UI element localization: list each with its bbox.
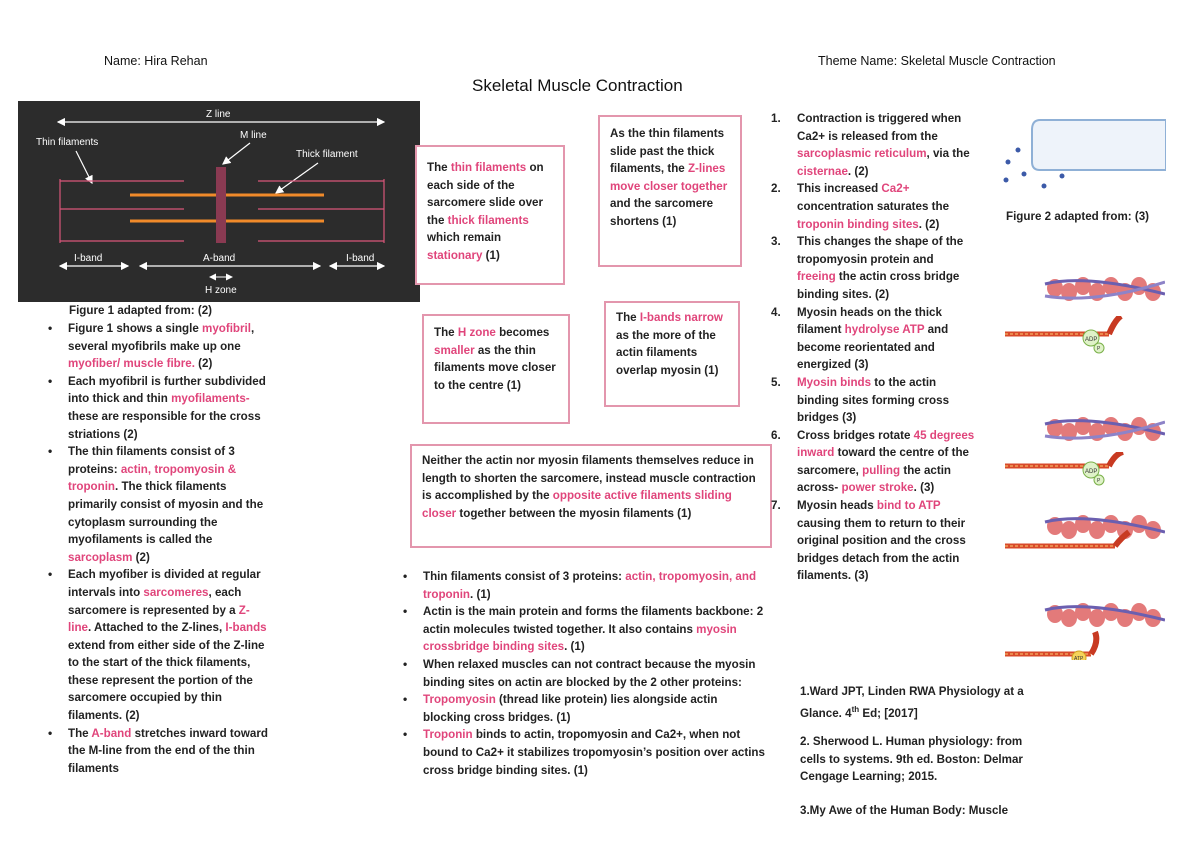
myosin-adp-image-1	[1005, 316, 1165, 362]
highlight-term: sarcoplasm	[68, 550, 133, 564]
text-segment: Each myofibril is further subdivided into thick and thin	[68, 374, 266, 406]
list-item	[36, 320, 268, 373]
steps-column	[771, 110, 975, 585]
thin-filaments-label: Thin filaments	[36, 137, 99, 148]
figure1-caption: Figure 1 adapted from: (2)	[69, 304, 213, 317]
highlight-term: Z-line	[68, 603, 250, 635]
page-title: Skeletal Muscle Contraction	[472, 76, 683, 95]
h-zone-label: H zone	[205, 285, 237, 296]
highlight-term: actin, tropomyosin, and troponin	[423, 570, 757, 601]
text-segment: Thin filaments consist of 3 proteins:	[423, 570, 626, 583]
step-number: 2.	[771, 182, 781, 196]
text-segment: (thread like protein) lies alongside actin blocking cross bridges. (1)	[423, 693, 718, 724]
list-item	[36, 443, 268, 566]
highlight-term: H zone	[457, 326, 496, 339]
text-segment: to the actin binding sites forming cross bridges (3)	[797, 375, 950, 425]
i-band-left-label: I-band	[74, 253, 103, 264]
step-item	[771, 304, 975, 374]
thin-filaments-box	[415, 145, 565, 285]
neither-filaments-box	[410, 444, 772, 548]
text-segment: and the sarcomere shortens (1)	[610, 197, 714, 228]
highlight-term: power stroke	[841, 481, 914, 495]
thin-filaments-text	[427, 159, 555, 265]
text-segment: , via the	[926, 147, 970, 161]
sarcomere-figure	[18, 101, 420, 302]
text-segment: The	[68, 726, 92, 740]
svg-text:ADP: ADP	[1085, 469, 1098, 475]
text-segment: The	[427, 161, 451, 174]
contraction-steps-list	[771, 110, 975, 585]
text-segment: This changes the shape of the tropomyosin protein and	[797, 235, 964, 266]
highlight-term: myofibril	[202, 322, 251, 335]
h-zone-text	[434, 324, 562, 394]
highlight-term: actin, tropomyosin & troponin	[68, 462, 237, 494]
z-lines-box	[598, 115, 742, 267]
highlight-term: myofiber/ muscle fibre.	[68, 357, 195, 371]
highlight-term: Tropomyosin	[423, 693, 496, 707]
text-segment: concentration saturates the	[797, 199, 950, 213]
highlight-term: Troponin	[423, 728, 473, 742]
text-segment: as the thin filaments move closer to the centre (1)	[434, 343, 556, 392]
text-segment: , each sarcomere is represented by a	[68, 585, 242, 617]
step-number: 6.	[771, 428, 781, 442]
text-segment: Myosin heads on the thick filament	[797, 305, 942, 337]
text-segment: This increased	[797, 182, 882, 196]
text-segment: . Attached to the Z-lines,	[87, 621, 226, 635]
text-segment: Cross bridges rotate	[797, 428, 914, 442]
text-segment: Figure 1 shows a single	[68, 322, 203, 335]
list-item	[391, 691, 767, 726]
svg-text:ADP: ADP	[1085, 337, 1098, 343]
text-segment: as the more of the actin filaments overlap myosin (1)	[616, 328, 719, 377]
highlight-term: sarcomeres	[143, 585, 209, 599]
myosin-adp-image-2	[1005, 452, 1165, 494]
step-item	[771, 374, 975, 427]
reference-3: 3.My Awe of the Human Body: Muscle	[800, 804, 1009, 817]
text-segment: causing them to return to their original position and the cross bridges detach from the actin filaments. (3)	[797, 516, 966, 583]
text-segment: . (3)	[913, 481, 935, 495]
step-number: 3.	[771, 235, 781, 249]
text-segment: , several myofibrils make up one	[68, 322, 255, 353]
highlight-term: troponin binding sites	[797, 217, 919, 231]
highlight-term: hydrolyse ATP	[844, 323, 925, 337]
actin-myosin-powerstroke-image	[1005, 504, 1165, 556]
sarcoplasmic-reticulum-figure	[996, 114, 1166, 194]
svg-text:P: P	[1097, 346, 1101, 352]
text-segment: together between the myosin filaments (1)	[456, 506, 692, 520]
text-segment: . The thick filaments primarily consist of myosin and the cytoplasm surrounding the myofilaments is called the	[68, 480, 264, 547]
z-lines-text	[610, 125, 734, 231]
step-item	[771, 180, 975, 233]
text-segment: which remain	[427, 231, 502, 245]
step-item	[771, 233, 975, 303]
list-item	[391, 603, 767, 656]
highlight-term: freeing	[797, 270, 836, 284]
highlight-term: A-band	[91, 726, 132, 740]
list-item	[36, 725, 268, 778]
text-segment: Contraction is triggered when Ca2+ is released from the	[797, 112, 962, 143]
neither-filaments-text	[422, 452, 762, 522]
highlight-term: stationary	[427, 248, 483, 262]
myosin-atp-image	[1005, 596, 1165, 660]
text-segment: Actin is the main protein and forms the filaments backbone: 2 actin molecules twisted together. It also contains	[423, 605, 764, 636]
highlight-term: Z-lines move closer together	[610, 162, 728, 193]
highlight-term: smaller	[434, 343, 475, 357]
text-segment: . (2)	[918, 217, 940, 231]
z-line-label: Z line	[206, 109, 231, 120]
reference-1: 1.Ward JPT, Linden RWA Physiology at a Glance. 4th Ed; [2017]	[800, 685, 1024, 720]
text-segment: . (1)	[564, 640, 585, 654]
left-bullet-list	[36, 320, 268, 777]
text-segment: Neither the actin nor myosin filaments themselves reduce in length to shorten the sarcomere, instead muscle contraction is accomplished by the	[422, 454, 756, 503]
highlight-term: myosin crossbridge binding sites	[423, 622, 737, 654]
m-line-label: M line	[240, 130, 267, 141]
i-bands-box	[604, 301, 740, 407]
list-item	[391, 726, 767, 779]
text-segment: . (1)	[470, 587, 491, 601]
step-number: 5.	[771, 375, 781, 389]
sr-diagram	[996, 114, 1166, 194]
step-number: 7.	[771, 499, 781, 513]
highlight-term: thick filaments	[447, 213, 529, 227]
text-segment: The thin filaments consist of 3 proteins:	[68, 445, 235, 476]
highlight-term: sarcoplasmic reticulum	[797, 147, 927, 161]
list-item	[391, 656, 767, 691]
highlight-term: cisternae	[797, 164, 848, 178]
text-segment: becomes	[495, 326, 550, 339]
list-item	[391, 568, 767, 603]
highlight-term: I-bands narrow	[639, 311, 723, 324]
text-segment: (1)	[482, 248, 500, 262]
i-bands-text	[616, 309, 732, 379]
text-segment: As the thin filaments slide past the thick filaments, the	[610, 127, 725, 176]
text-segment: stretches inward toward the M-line from the end of the thin filaments	[68, 726, 268, 775]
author-name: Name: Hira Rehan	[104, 54, 208, 68]
i-band-right-label: I-band	[346, 253, 375, 264]
middle-column	[391, 568, 767, 779]
text-segment: (2)	[132, 550, 150, 564]
step-item	[771, 427, 975, 497]
theme-name: Theme Name: Skeletal Muscle Contraction	[818, 54, 1056, 68]
highlight-term: thin filaments	[450, 161, 527, 174]
highlight-term: bind to ATP	[876, 499, 941, 513]
list-item	[36, 566, 268, 724]
highlight-term: I-bands	[225, 621, 267, 635]
text-segment: (2)	[194, 357, 213, 371]
text-segment: on each side of the sarcomere slide over the	[427, 161, 544, 227]
highlight-term: opposite active filaments sliding closer	[422, 489, 732, 520]
a-band-label: A-band	[203, 253, 236, 264]
text-segment: toward the centre of the sarcomere,	[797, 446, 970, 477]
highlight-term: Ca2+	[881, 182, 910, 196]
left-column	[36, 320, 268, 846]
text-segment: extend from either side of the Z-line to the start of the thick filaments, these represent the portion of the sarcomere occupied by thin filaments. (2)	[68, 638, 265, 723]
text-segment: binds to actin, tropomyosin and Ca2+, when not bound to Ca2+ it stabilizes tropomyosin’s position over actins cross bridge binding sites. (1)	[423, 728, 765, 777]
text-segment: the actin cross bridge binding sites. (2)	[797, 270, 960, 301]
step-number: 1.	[771, 112, 781, 125]
reference-2: 2. Sherwood L. Human physiology: from cells to systems. 9th ed. Boston: Delmar Cengage Learning; 2015.	[800, 735, 1023, 784]
actin-filament-image-1	[1005, 264, 1165, 316]
actin-filament-image-2	[1005, 404, 1165, 454]
step-number: 4.	[771, 305, 781, 319]
highlight-term: 45 degrees inward	[797, 428, 975, 460]
h-zone-box	[422, 314, 570, 424]
text-segment: . (2)	[847, 164, 869, 178]
text-segment: When relaxed muscles can not contract because the myosin binding sites on actin are blocked by the 2 other proteins:	[423, 657, 756, 689]
text-segment: the actin across-	[797, 463, 952, 495]
list-item	[36, 373, 268, 443]
highlight-term: pulling	[862, 463, 901, 477]
svg-text:P: P	[1097, 478, 1101, 484]
sarcomere-diagram	[18, 101, 420, 302]
highlight-term: myofilaments-	[171, 392, 250, 406]
text-segment: Each myofiber is divided at regular intervals into	[68, 568, 261, 599]
highlight-term: Myosin binds	[797, 375, 872, 389]
text-segment: and become reorientated and energized (3)	[797, 323, 949, 372]
text-segment: The	[616, 311, 640, 324]
thick-filament-label: Thick filament	[296, 149, 358, 160]
text-segment: Myosin heads	[797, 499, 877, 513]
svg-text:ATP: ATP	[1074, 656, 1084, 660]
step-item	[771, 497, 975, 585]
text-segment: The	[434, 326, 458, 339]
middle-bullet-list	[391, 568, 767, 779]
figure2-caption: Figure 2 adapted from: (3)	[1006, 210, 1150, 223]
text-segment: these are responsible for the cross striations (2)	[68, 409, 261, 441]
step-item	[771, 110, 975, 180]
